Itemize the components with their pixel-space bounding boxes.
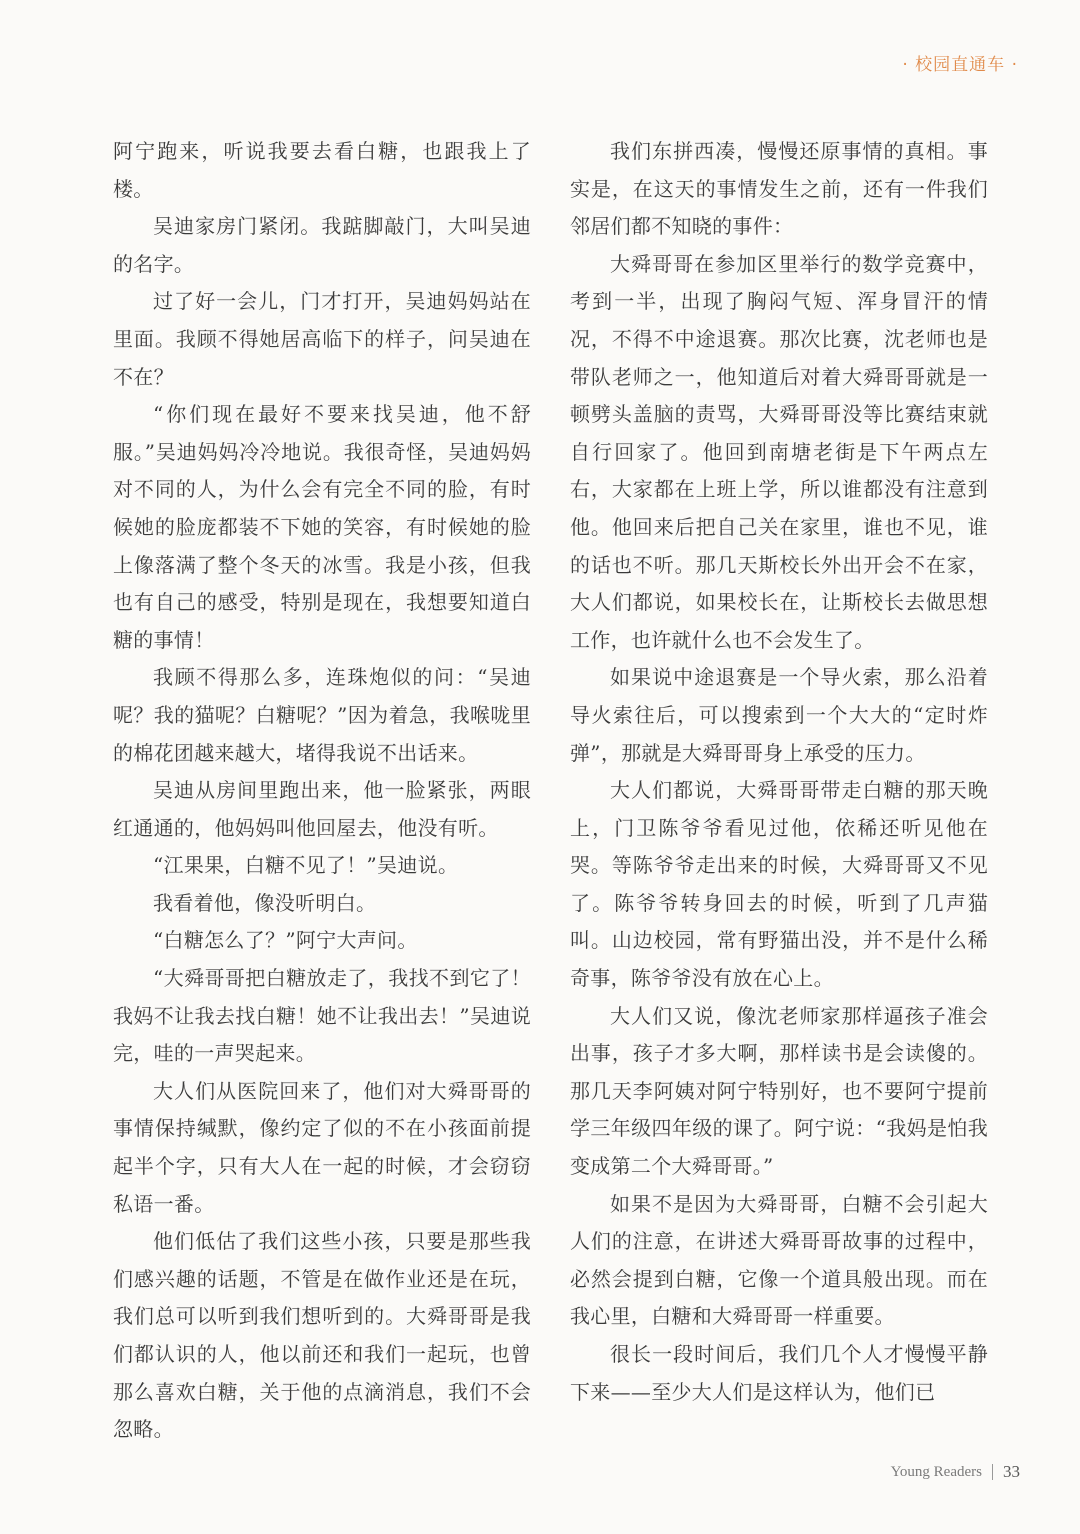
paragraph: 他们低估了我们这些小孩，只要是那些我们感兴趣的话题，不管是在做作业还是在玩，我们总可以听到我们想听到的。大舜哥哥是我们都认识的人，他以前还和我们一起玩，也曾那么喜欢白糖，关于他的点滴消息，我们不会忽略。 (113, 1229, 531, 1442)
paragraph: “大舜哥哥把白糖放走了，我找不到它了！我妈不让我去找白糖！她不让我出去！”吴迪说完，哇的一声哭起来。 (113, 966, 531, 1066)
paragraph: 很长一段时间后，我们几个人才慢慢平静下来——至少大人们是这样认为，他们已 (570, 1342, 988, 1404)
paragraph: 我看着他，像没听明白。 (153, 890, 377, 915)
right-column (570, 133, 988, 1411)
paragraph: “白糖怎么了？”阿宁大声问。 (153, 928, 418, 953)
paragraph: 我们东拼西凑，慢慢还原事情的真相。事实是，在这天的事情发生之前，还有一件我们邻居们都不知晓的事件： (570, 139, 988, 239)
magazine-name: Young Readers (890, 1463, 982, 1480)
page-number: 33 (1003, 1462, 1020, 1481)
paragraph: 我顾不得那么多，连珠炮似的问：“吴迪呢？我的猫呢？白糖呢？”因为着急，我喉咙里的棉花团越来越大，堵得我说不出话来。 (113, 665, 531, 765)
paragraph: 阿宁跑来，听说我要去看白糖，也跟我上了楼。 (113, 139, 531, 201)
paragraph: 如果不是因为大舜哥哥，白糖不会引起大人们的注意，在讲述大舜哥哥故事的过程中，必然会提到白糖，它像一个道具般出现。而在我心里，白糖和大舜哥哥一样重要。 (570, 1191, 988, 1329)
paragraph: 大舜哥哥在参加区里举行的数学竞赛中，考到一半，出现了胸闷气短、浑身冒汗的情况，不得不中途退赛。那次比赛，沈老师也是带队老师之一，他知道后对着大舜哥哥就是一顿劈头盖脑的责骂，大舜哥哥没等比赛结束就自行回家了。他回到南塘老街是下午两点左右，大家都在上班上学，所以谁都没有注意到他。他回来后把自己关在家里，谁也不见，谁的话也不听。那几天斯校长外出开会不在家，大人们都说，如果校长在，让斯校长去做思想工作，也许就什么也不会发生了。 (570, 251, 988, 652)
paragraph: 大人们都说，大舜哥哥带走白糖的那天晚上，门卫陈爷爷看见过他，依稀还听见他在哭。等陈爷爷走出来的时候，大舜哥哥又不见了。陈爷爷转身回去的时候，听到了几声猫叫。山边校园，常有野猫出没，并不是什么稀奇事，陈爷爷没有放在心上。 (570, 778, 988, 991)
paragraph: 吴迪家房门紧闭。我踮脚敲门，大叫吴迪的名字。 (113, 214, 531, 276)
paragraph: “你们现在最好不要来找吴迪，他不舒服。”吴迪妈妈冷冷地说。我很奇怪，吴迪妈妈对不同的人，为什么会有完全不同的脸，有时候她的脸庞都装不下她的笑容，有时候她的脸上像落满了整个冬天的冰雪。我是小孩，但我也有自己的感受，特别是现在，我想要知道白糖的事情！ (113, 402, 531, 652)
paragraph: 吴迪从房间里跑出来，他一脸紧张，两眼红通通的，他妈妈叫他回屋去，他没有听。 (113, 778, 531, 840)
page-footer (891, 1462, 1020, 1482)
paragraph: “江果果，白糖不见了！”吴迪说。 (153, 853, 459, 878)
paragraph: 过了好一会儿，门才打开，吴迪妈妈站在里面。我顾不得她居高临下的样子，问吴迪在不在？ (113, 289, 531, 389)
paragraph: 大人们又说，像沈老师家那样逼孩子准会出事，孩子才多大啊，那样读书是会读傻的。那几天李阿姨对阿宁特别好，也不要阿宁提前学三年级四年级的课了。阿宁说：“我妈是怕我变成第二个大舜哥哥。” (570, 1003, 988, 1179)
left-column (113, 133, 531, 1449)
paragraph: 如果说中途退赛是一个导火索，那么沿着导火索往后，可以搜索到一个大大的“定时炸弹”，那就是大舜哥哥身上承受的压力。 (570, 665, 988, 765)
section-tag: · 校园直通车 · (902, 55, 1018, 75)
footer-divider (992, 1464, 993, 1480)
paragraph: 大人们从医院回来了，他们对大舜哥哥的事情保持缄默，像约定了似的不在小孩面前提起半个字，只有大人在一起的时候，才会窃窃私语一番。 (113, 1078, 531, 1216)
